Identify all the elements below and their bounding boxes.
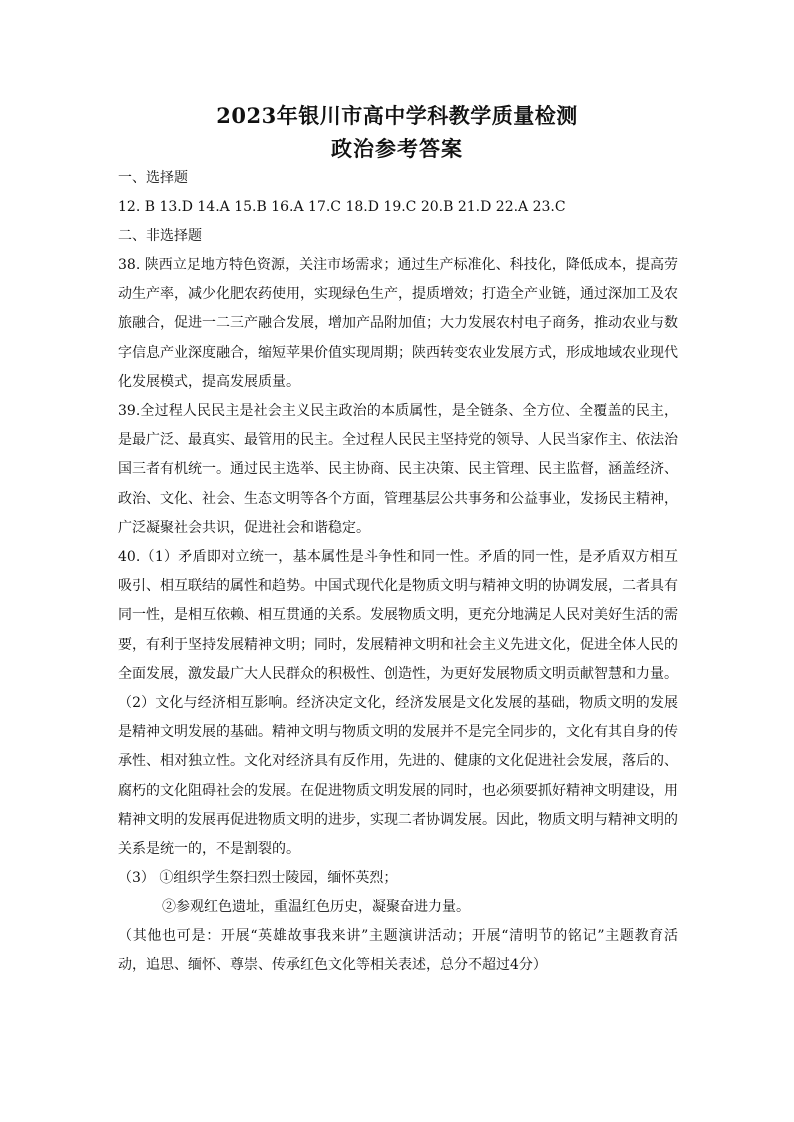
choice-answers: 12. B 13.D 14.A 15.B 16.A 17.C 18.D 19.C 20.B 21.D 22.A 23.C: [118, 199, 566, 215]
answer-40-1: 40.（1）矛盾即对立统一，基本属性是斗争性和同一性。矛盾的同一性，是矛盾双方相互吸引、相互联结的属性和趋势。中国式现代化是物质文明与精神文明的协调发展，二者具有同一性，是相互依赖、相互贯通的关系。发展物质文明，更充分地满足人民对美好生活的需要，有利于坚持发展精神文明；同时，发展精神文明和社会主义先进文化，促进全体人民的全面发展，激发最广大人民群众的积极性、创造性，为更好发展物质文明贡献智慧和力量。: [118, 549, 678, 682]
answer-40-2: （2）文化与经济相互影响。经济决定文化，经济发展是文化发展的基础，物质文明的发展是精神文明发展的基础。精神文明与物质文明的发展并不是完全同步的，文化有其自身的传承性、相对独立性。文化对经济具有反作用，先进的、健康的文化促进社会发展，落后的、腐朽的文化阻碍社会的发展。在促进物质文明发展的同时，也必须要抓好精神文明建设，用精神文明的发展再促进物质文明的进步，实现二者协调发展。因此，物质文明与精神文明的关系是统一的，不是割裂的。: [118, 695, 678, 858]
answer-40-3-item1: （3） ①组织学生祭扫烈士陵园，缅怀英烈；: [118, 870, 398, 887]
document-title: 2023年银川市高中学科教学质量检测: [216, 103, 578, 128]
section-heading-choice: 一、选择题: [118, 170, 188, 186]
answer-40-3-item2: ②参观红色遗址，重温红色历史，凝聚奋进力量。: [162, 899, 470, 916]
answer-38: 38. 陕西立足地方特色资源，关注市场需求；通过生产标准化、科技化，降低成本，提高劳动生产率，减少化肥农药使用，实现绿色生产，提质增效；打造全产业链，通过深加工及农旅融合，促进一二三产融合发展，增加产品附加值；大力发展农村电子商务，推动农业与数字信息产业深度融合，缩短苹果价值实现周期；陕西转变农业发展方式，形成地域农业现代化发展模式，提高发展质量。: [118, 257, 678, 390]
answer-40-3-note: （其他也可是：开展“英雄故事我来讲”主题演讲活动；开展“清明节的铭记”主题教育活动，追思、缅怀、尊崇、传承红色文化等相关表述，总分不超过4分）: [118, 928, 678, 974]
document-subtitle: 政治参考答案: [331, 136, 463, 161]
section-heading-nonchoice: 二、非选择题: [118, 228, 202, 244]
answer-body: [118, 164, 678, 981]
answer-39: 39.全过程人民民主是社会主义民主政治的本质属性，是全链条、全方位、全覆盖的民主，是最广泛、最真实、最管用的民主。全过程人民民主坚持党的领导、人民当家作主、依法治国三者有机统一。通过民主选举、民主协商、民主决策、民主管理、民主监督，涵盖经济、政治、文化、社会、生态文明等各个方面，管理基层公共事务和公益事业，发扬民主精神，广泛凝聚社会共识，促进社会和谐稳定。: [118, 403, 678, 536]
